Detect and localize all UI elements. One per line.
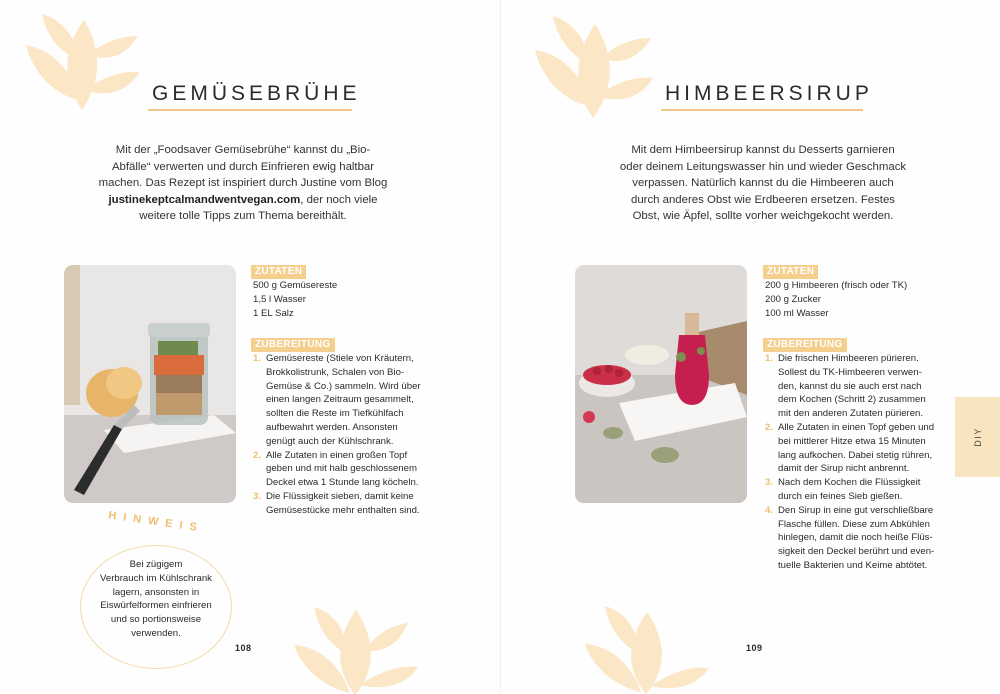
ingredient-item: 100 ml Wasser	[765, 307, 829, 319]
steps-list	[765, 352, 975, 573]
steps-label: ZUBEREITUNG	[763, 338, 847, 352]
step-item	[765, 504, 975, 573]
recipe-intro	[603, 142, 923, 225]
step-number: 3.	[253, 490, 262, 502]
intro-line: Mit dem Himbeersirup kannst du Desserts garnieren	[631, 144, 895, 156]
section-tab-label: DIY	[972, 427, 983, 447]
step-line: hinlegen, damit die noch heiße Flüs-	[778, 532, 933, 544]
hinweis-line: und so portionsweise	[110, 614, 202, 626]
title-underline	[661, 109, 863, 111]
ingredient-item: 1,5 l Wasser	[253, 293, 306, 305]
hinweis-title: HINWEIS	[107, 509, 205, 535]
step-line: Die frischen Himbeeren pürieren.	[778, 353, 919, 364]
step-line: aufbewahrt werden. Ansonsten	[266, 421, 398, 433]
blog-link[interactable]: justinekeptcalmandwentvegan.com	[108, 193, 301, 206]
section-tab-diy[interactable]	[955, 397, 1000, 477]
intro-line: Abfälle“ verwerten und durch Einfrieren ewig haltbar	[111, 160, 375, 173]
hinweis-line: Eiswürfelformen einfrieren	[100, 600, 212, 612]
step-number: 2.	[253, 449, 262, 461]
step-line: Deckel etwa 1 Stunde lang köcheln.	[266, 477, 419, 489]
step-number: 1.	[253, 353, 262, 364]
intro-line	[88, 192, 398, 209]
step-line: Die Flüssigkeit sieben, damit keine	[266, 490, 414, 502]
ingredients-label: ZUTATEN	[763, 265, 818, 279]
recipe-photo-syrup	[575, 265, 747, 503]
step-item	[765, 352, 975, 421]
intro-line: Obst, wie Äpfel, sollte vorher weichgekocht werden.	[632, 210, 894, 222]
step-line: Gemüsereste (Stiele von Kräutern,	[266, 353, 414, 364]
intro-line: weitere tolle Tipps zum Thema bereithält.	[139, 210, 347, 222]
step-line: Brokkolistrunk, Schalen von Bio-	[266, 366, 405, 378]
recipe-intro	[88, 142, 398, 225]
step-line: sigkeit den Deckel berührt und even-	[778, 546, 935, 558]
hinweis-text	[92, 558, 220, 641]
step-number: 1.	[765, 353, 774, 364]
hinweis-line: Bei zügigem	[129, 559, 183, 570]
step-line: Gemüsestücke mehr enthalten sind.	[266, 504, 420, 516]
intro-text: , der noch viele	[300, 193, 378, 206]
step-line: den, kannst du sie auch erst nach	[778, 380, 922, 392]
leaf-decoration-top-left	[22, 0, 142, 120]
step-number: 4.	[765, 504, 774, 516]
intro-line: oder deinem Leitungswasser hin und wieder Geschmack	[619, 160, 907, 173]
intro-line: machen. Das Rezept ist inspiriert durch Justine vom Blog	[98, 177, 388, 189]
step-line: Alle Zutaten in einen großen Topf	[266, 449, 408, 461]
ingredients-label: ZUTATEN	[251, 265, 306, 279]
ingredient-item: 1 EL Salz	[253, 307, 294, 319]
step-line: sollten die Reste im Tiefkühlfach	[266, 408, 404, 420]
step-line: geben und mit halb geschlossenem	[266, 463, 417, 475]
recipe-title: HIMBEERSIRUP	[665, 82, 873, 105]
step-line: genügt auch der Kühlschrank.	[266, 435, 394, 447]
intro-line: verpassen. Natürlich kannst du die Himbeeren auch	[632, 177, 894, 189]
intro-line: durch anderes Obst wie Erdbeeren ersetzen. Festes	[630, 193, 896, 206]
recipe-title: GEMÜSEBRÜHE	[152, 82, 361, 105]
ingredient-item: 200 g Himbeeren (frisch oder TK)	[765, 280, 908, 291]
ingredients-list	[765, 279, 975, 320]
step-line: lang aufkochen. Dabei stetig rühren,	[778, 449, 933, 461]
step-line: mit den anderen Zutaten pürieren.	[778, 408, 924, 420]
ingredient-item: 500 g Gemüsereste	[253, 280, 338, 291]
step-item	[765, 421, 975, 476]
hinweis-line: Verbrauch im Kühlschrank	[100, 572, 212, 584]
step-line: damit der Sirup nicht anbrennt.	[778, 463, 910, 475]
step-line: dem Kochen (Schritt 2) zusammen	[778, 394, 926, 406]
step-line: durch ein feines Sieb gießen.	[778, 490, 903, 502]
step-line: bei mittlerer Hitze etwa 15 Minuten	[778, 435, 926, 447]
step-item	[765, 476, 975, 504]
hinweis-line: lagern, ansonsten in	[112, 586, 200, 598]
hinweis-line: verwenden.	[131, 627, 181, 639]
step-line: tuelle Bakterien und Keime abtötet.	[778, 559, 928, 571]
step-line: einen langen Zeitraum gesammelt,	[266, 394, 414, 406]
step-item	[253, 352, 458, 449]
step-item	[253, 449, 458, 490]
ingredients-list	[253, 279, 453, 320]
leaf-decoration-top	[531, 0, 656, 125]
step-line: Nach dem Kochen die Flüssigkeit	[778, 477, 921, 489]
step-line: Sollest du TK-Himbeeren verwen-	[778, 366, 922, 378]
page-number: 109	[746, 643, 763, 653]
leaf-decoration-bottom	[290, 585, 420, 694]
recipe-photo-jar	[64, 265, 236, 503]
step-line: Alle Zutaten in einen Topf geben und	[778, 421, 935, 433]
ingredient-item: 200 g Zucker	[765, 293, 821, 305]
page-number: 108	[235, 643, 252, 653]
step-number: 2.	[765, 421, 774, 433]
intro-line: Mit der „Foodsaver Gemüsebrühe“ kannst du „Bio-	[115, 144, 371, 156]
step-item	[253, 490, 458, 518]
step-number: 3.	[765, 477, 774, 489]
title-underline	[148, 109, 352, 111]
step-line: Flasche füllen. Diese zum Abkühlen	[778, 518, 930, 530]
steps-label: ZUBEREITUNG	[251, 338, 335, 352]
right-page	[500, 0, 1000, 694]
steps-list	[253, 352, 458, 518]
step-line: Gemüse & Co.) sammeln. Wird über	[266, 380, 421, 392]
step-line: Den Sirup in eine gut verschließbare	[778, 504, 934, 516]
leaf-decoration-bottom	[581, 592, 711, 694]
